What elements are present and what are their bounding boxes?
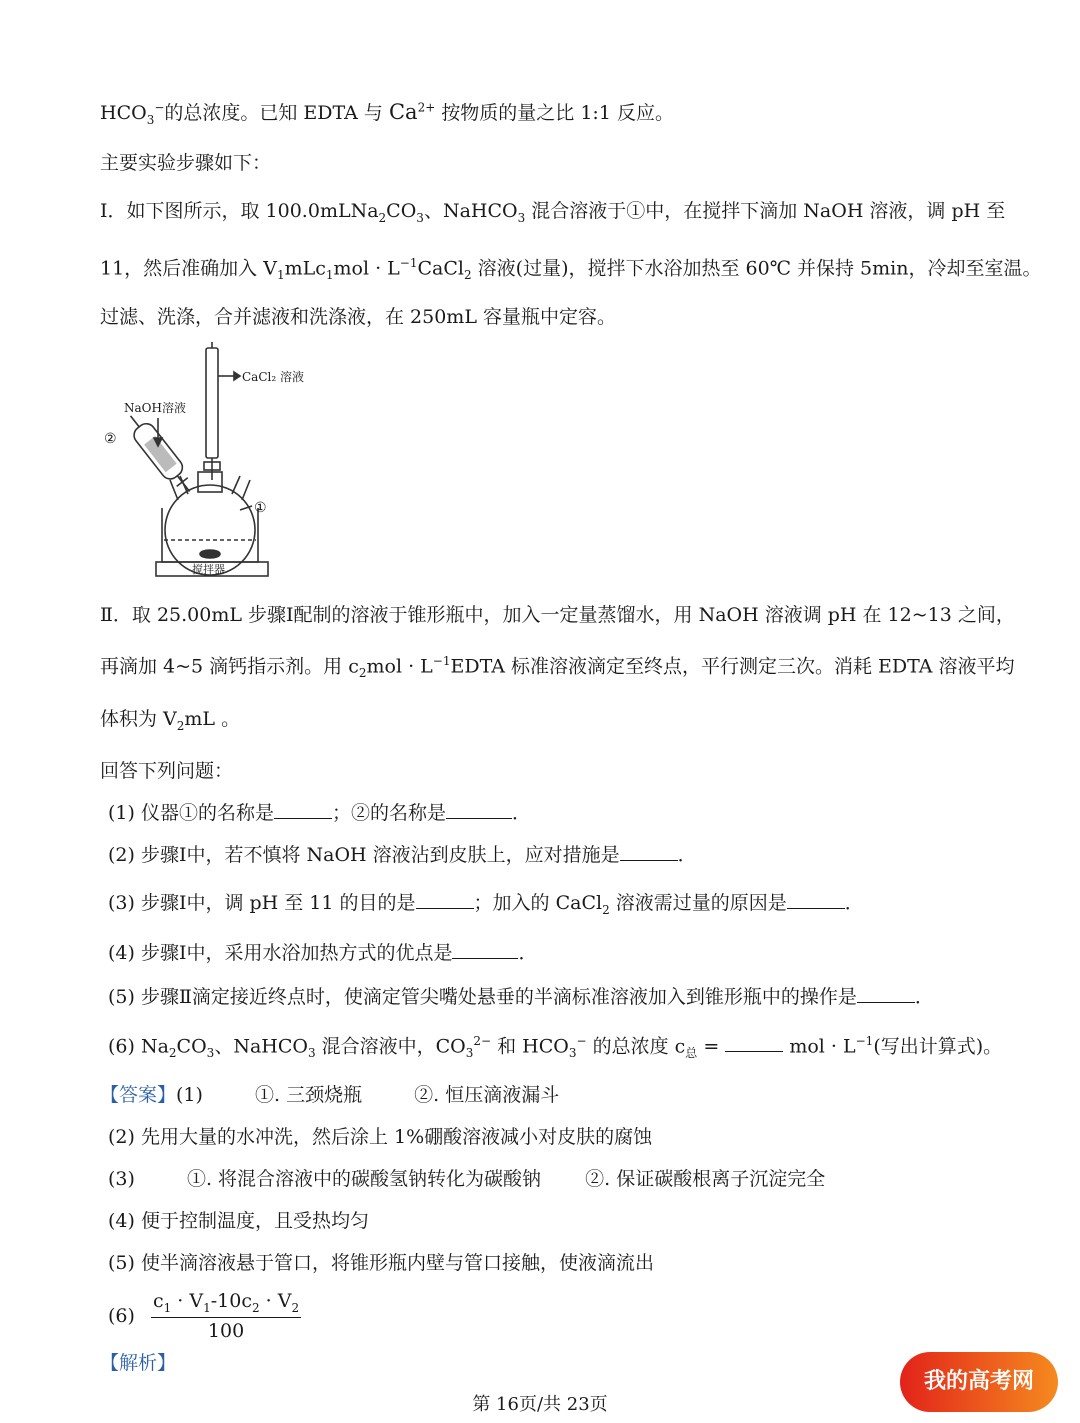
question-2 [108,844,697,867]
cacl2-label: CaCl₂ 溶液 [242,370,304,384]
superscript: − [154,100,165,115]
text: ②. 保证碳酸根离子沉淀完全 [585,1168,826,1190]
subscript: 2 [602,902,610,917]
text: mol · L [366,655,433,678]
step2-line3 [100,708,240,733]
text: CO [176,1035,207,1058]
text: (1) [176,1084,203,1106]
answer-3 [108,1168,825,1191]
text: ． [677,844,697,866]
page-footer: 第 16页/共 23页 [472,1394,608,1415]
text: mol · L [333,257,400,280]
subscript: 3 [465,1046,474,1061]
label-2: ② [104,431,117,447]
step2-line1: Ⅱ．取 25.00mL 步骤Ⅰ配制的溶液于锥形瓶中，加入一定量蒸馏水，用 NaOH 溶液调 pH 在 12~13 之间， [100,604,1015,626]
calcium-ion: Ca [388,100,418,124]
answer-blank [446,818,512,819]
superscript: −1 [855,1034,874,1048]
text: c [152,1290,164,1312]
label-1: ① [254,500,267,516]
answer-tag: 【答案】 [100,1084,177,1106]
text: ②. 恒压滴液漏斗 [414,1084,560,1106]
text: CaCl [555,892,603,914]
question-3 [108,892,864,917]
text: 11，然后准确加入 V [100,257,277,280]
text: (3) [108,1168,135,1190]
subscript: 3 [416,210,424,225]
answer-blank [725,1051,783,1052]
subscript: 3 [146,112,155,127]
subscript: 2 [463,268,472,283]
text: 的总浓度 c [586,1035,686,1058]
text: CO [386,200,417,222]
step1-line2 [100,256,1041,283]
text: ． [518,942,538,964]
text: mol · L [783,1035,856,1058]
subscript: 3 [517,210,526,225]
fraction-denominator: 100 [207,1320,245,1343]
text: 混合溶液于①中，在搅拌下滴加 NaOH 溶液，调 pH 至 [525,200,1006,222]
questions-heading: 回答下列问题： [100,760,234,782]
answer-blank [452,958,518,959]
subscript: 1 [203,1300,211,1315]
text: 再滴加 4~5 滴钙指示剂。用 c [100,655,359,678]
answer-5: (5) 使半滴溶液悬于管口，将锥形瓶内壁与管口接触，使液滴流出 [108,1252,654,1274]
text: 、NaHCO [423,200,518,222]
fraction [151,1290,301,1343]
superscript: −1 [399,256,418,270]
text: (3) 步骤Ⅰ中，调 pH 至 11 的目的是 [108,892,416,914]
text: · V [171,1290,204,1312]
subscript: 2 [252,1300,260,1315]
text: ①. 三颈烧瓶 [254,1084,363,1106]
naoh-label: NaOH溶液 [124,401,186,415]
subscript: 2 [378,210,387,225]
step1-line3: 过滤、洗涤，合并滤液和洗涤液，在 250mL 容量瓶中定容。 [100,306,616,328]
answer-blank [416,908,474,909]
subscript: 1 [276,268,285,283]
text: 和 HCO [491,1035,569,1058]
text: mL 。 [184,708,241,730]
subscript: 2 [291,1300,300,1315]
text: ． [844,892,864,914]
site-watermark: 我的高考网 [900,1352,1058,1412]
answer-blank [787,908,845,909]
question-5 [108,986,934,1009]
hco3-species: HCO [100,102,147,124]
intro-line [100,100,674,127]
answer-4: (4) 便于控制温度，且受热均匀 [108,1210,369,1232]
superscript: −1 [432,654,451,668]
answer-blank [620,860,678,861]
text: ；加入的 [473,892,556,914]
fraction-numerator [151,1290,301,1318]
text: (写出计算式)。 [873,1035,1003,1058]
text: (6) [108,1305,135,1328]
analysis-tag: 【解析】 [100,1352,177,1374]
intro-text: 按物质的量之比 1:1 反应。 [435,102,674,124]
text: ． [914,986,934,1008]
subscript: 3 [568,1046,577,1061]
text: = [697,1035,726,1058]
question-1 [108,802,531,825]
text: Ⅰ．如下图所示，取 100.0mLNa [100,200,379,222]
text: · V [259,1290,292,1312]
stirrer-label: 搅拌器 [192,563,225,576]
text: EDTA 标准溶液滴定至终点，平行测定三次。消耗 EDTA 溶液平均 [450,655,1015,678]
text: 溶液需过量的原因是 [609,892,787,914]
answer-1 [100,1084,559,1107]
steps-heading: 主要实验步骤如下： [100,152,272,174]
subscript: 总 [685,1046,698,1061]
step2-line2 [100,654,1015,681]
subscript: 1 [325,268,334,283]
answer-blank [857,1002,915,1003]
superscript: 2− [473,1034,492,1048]
subscript: 2 [358,666,367,681]
superscript: 2+ [417,100,436,115]
text: 混合溶液中，CO [315,1035,466,1058]
subscript: 3 [206,1046,215,1061]
subscript: 3 [307,1046,316,1061]
text: CaCl [417,257,464,280]
apparatus-diagram [100,340,320,580]
text: (6) Na [108,1035,169,1058]
text: ；②的名称是 [331,802,446,824]
text: (1) 仪器①的名称是 [108,802,274,824]
text: (5) 步骤Ⅱ滴定接近终点时，使滴定管尖嘴处悬垂的半滴标准溶液加入到锥形瓶中的操作是 [108,986,857,1008]
text: 溶液(过量)，搅拌下水浴加热至 60℃ 并保持 5min，冷却至室温。 [471,257,1042,280]
text: ． [511,802,531,824]
text: -10c [210,1290,252,1312]
question-4 [108,942,537,965]
text: (4) 步骤Ⅰ中，采用水浴加热方式的优点是 [108,942,453,964]
text: mLc [284,257,326,280]
answer-2: (2) 先用大量的水冲洗，然后涂上 1%硼酸溶液减小对皮肤的腐蚀 [108,1126,653,1148]
intro-text: 的总浓度。已知 EDTA 与 [164,102,389,124]
text: ①. 将混合溶液中的碳酸氢钠转化为碳酸钠 [186,1168,542,1190]
step1-line1 [100,200,1005,225]
subscript: 1 [163,1300,172,1315]
superscript: − [576,1034,587,1048]
subscript: 2 [176,718,185,733]
text: 体积为 V [100,708,177,730]
text: (2) 步骤Ⅰ中，若不慎将 NaOH 溶液沾到皮肤上，应对措施是 [108,844,620,866]
answer-6 [108,1290,301,1343]
subscript: 2 [168,1046,177,1061]
question-6 [108,1034,1002,1061]
answer-blank [274,818,332,819]
text: 、NaHCO [214,1035,308,1058]
